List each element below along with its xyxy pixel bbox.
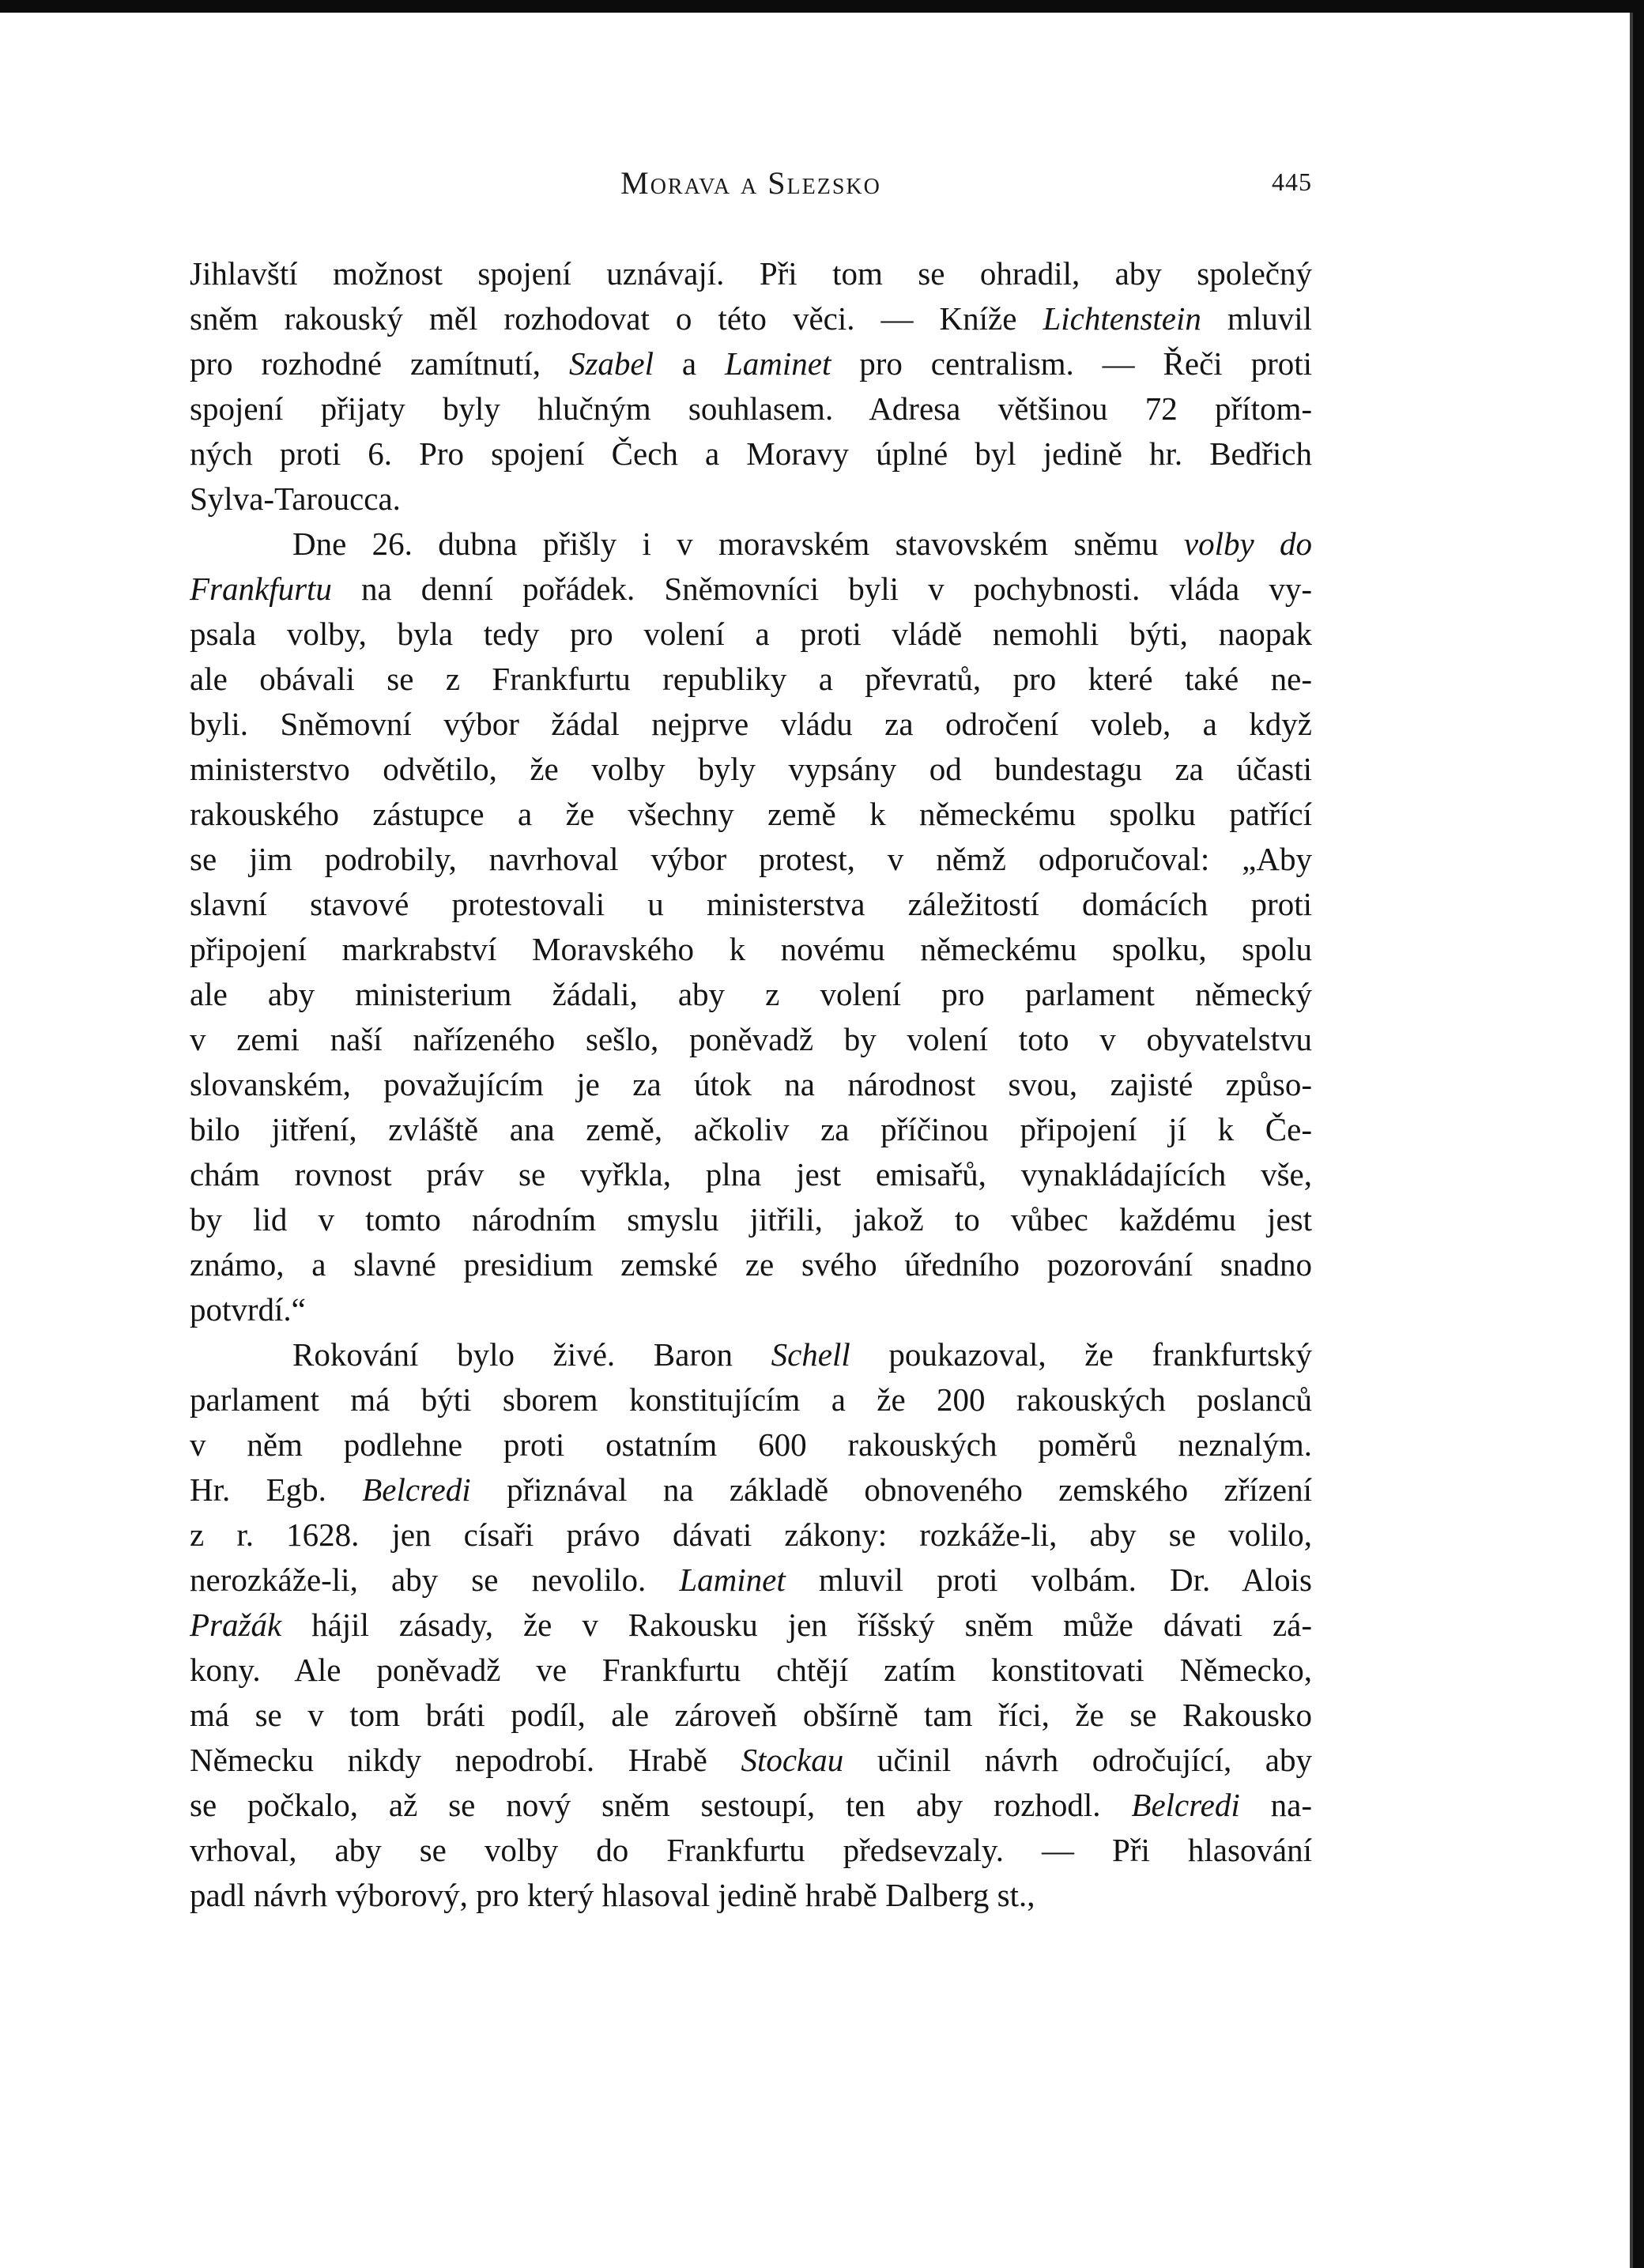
text-line <box>190 1603 1312 1648</box>
text-line <box>190 386 1312 431</box>
text-line <box>190 296 1312 341</box>
text-line <box>190 657 1312 702</box>
text-run: spojení přijaty byly hlučným souhlasem. Adresa většinou 72 přítom- <box>190 390 1312 427</box>
text-line <box>190 1107 1312 1152</box>
italic-name: Lichtenstein <box>1043 300 1201 337</box>
text-run: přiznával na základě obnoveného zemského zřízení <box>470 1471 1312 1508</box>
scan-top-border <box>0 0 1644 13</box>
text-run: potvrdí.“ <box>190 1291 306 1328</box>
text-run: Rokování bylo živé. Baron <box>292 1336 771 1373</box>
text-run: bilo jitření, zvláště ana země, ačkoliv za příčinou připojení jí k Če- <box>190 1111 1312 1147</box>
text-line <box>190 837 1312 882</box>
text-run: se jim podrobily, navrhoval výbor protest, v němž odporučoval: „Aby <box>190 841 1312 877</box>
text-run: se počkalo, až se nový sněm sestoupí, ten aby rozhodl. <box>190 1787 1132 1823</box>
text-run: na denní pořádek. Sněmovníci byli v pochybnosti. vláda vy- <box>331 571 1312 607</box>
text-line <box>190 1017 1312 1062</box>
text-line <box>190 882 1312 927</box>
italic-name: Belcredi <box>1131 1787 1240 1823</box>
text-line <box>190 1783 1312 1828</box>
text-run: ných proti 6. Pro spojení Čech a Moravy úplné byl jedině hr. Bedřich <box>190 435 1312 472</box>
text-line <box>190 702 1312 747</box>
text-run: byli. Sněmovní výbor žádal nejprve vládu za odročení voleb, a když <box>190 706 1312 742</box>
text-run: pro centralism. — Řeči proti <box>831 345 1313 382</box>
text-run: z r. 1628. jen císaři právo dávati zákony: rozkáže-li, aby se volilo, <box>190 1516 1312 1553</box>
paragraph <box>190 522 1312 1332</box>
text-run: v něm podlehne proti ostatním 600 rakouských poměrů neznalým. <box>190 1426 1312 1463</box>
text-line <box>190 927 1312 972</box>
text-line <box>190 1197 1312 1242</box>
text-line <box>190 251 1312 296</box>
text-line <box>190 1062 1312 1107</box>
text-run: mluvil <box>1201 300 1312 337</box>
text-line <box>190 612 1312 657</box>
running-title: Morava a Slezsko <box>620 165 881 201</box>
text-line <box>190 1332 1312 1377</box>
text-line <box>190 477 1312 522</box>
text-line <box>190 567 1312 612</box>
text-line <box>190 792 1312 837</box>
text-run: by lid v tomto národním smyslu jitřili, jakož to vůbec každému jest <box>190 1201 1312 1238</box>
text-run: pro rozhodné zamítnutí, <box>190 345 569 382</box>
text-run: slovanském, považujícím je za útok na národnost svou, zajisté způso- <box>190 1066 1312 1102</box>
text-run: vrhoval, aby se volby do Frankfurtu předsevzaly. — Při hlasování <box>190 1832 1312 1868</box>
text-run: sněm rakouský měl rozhodovat o této věci. — Kníže <box>190 300 1043 337</box>
text-run: v zemi naší nařízeného sešlo, poněvadž by volení toto v obyvatelstvu <box>190 1021 1312 1057</box>
text-line <box>190 1422 1312 1467</box>
text-run: parlament má býti sborem konstitujícím a že 200 rakouských poslanců <box>190 1381 1312 1418</box>
text-line <box>190 1467 1312 1513</box>
body-text <box>190 251 1312 1918</box>
italic-name: volby do <box>1183 526 1312 562</box>
text-run: Dne 26. dubna přišly i v moravském stavovském sněmu <box>292 526 1184 562</box>
text-line <box>190 1242 1312 1287</box>
italic-name: Frankfurtu <box>190 571 332 607</box>
paragraph <box>190 251 1312 522</box>
text-line <box>190 522 1312 567</box>
text-run: rakouského zástupce a že všechny země k německému spolku patřící <box>190 796 1312 832</box>
text-line <box>190 1152 1312 1197</box>
text-run: kony. Ale poněvadž ve Frankfurtu chtějí zatím konstitovati Německo, <box>190 1652 1312 1688</box>
italic-name: Laminet <box>724 345 831 382</box>
text-run: mluvil proti volbám. Dr. Alois <box>785 1562 1312 1598</box>
text-run: ale obávali se z Frankfurtu republiky a převratů, pro které také ne- <box>190 661 1312 697</box>
italic-name: Stockau <box>741 1742 844 1778</box>
text-run: Jihlavští možnost spojení uznávají. Při tom se ohradil, aby společný <box>190 255 1312 292</box>
text-line <box>190 1648 1312 1693</box>
text-line <box>190 1287 1312 1332</box>
text-run: má se v tom bráti podíl, ale zároveň obšírně tam říci, že se Rakousko <box>190 1697 1312 1733</box>
text-line <box>190 1738 1312 1783</box>
text-run: připojení markrabství Moravského k novému německému spolku, spolu <box>190 931 1312 967</box>
text-run: chám rovnost práv se vyřkla, plna jest emisařů, vynakládajících vše, <box>190 1156 1312 1192</box>
running-header <box>190 164 1312 212</box>
text-run: Hr. Egb. <box>190 1471 363 1508</box>
text-run: učinil návrh odročující, aby <box>843 1742 1312 1778</box>
text-line <box>190 431 1312 477</box>
text-run: padl návrh výborový, pro který hlasoval jedině hrabě Dalberg st., <box>190 1877 1035 1913</box>
text-run: ale aby ministerium žádali, aby z volení pro parlament německý <box>190 976 1312 1012</box>
italic-name: Pražák <box>190 1607 282 1643</box>
text-run: na- <box>1239 1787 1313 1823</box>
text-line <box>190 1873 1312 1918</box>
text-line <box>190 1377 1312 1422</box>
italic-name: Szabel <box>568 345 654 382</box>
text-line <box>190 972 1312 1017</box>
text-run: a <box>654 345 725 382</box>
text-run: slavní stavové protestovali u ministerstva záležitostí domácích proti <box>190 886 1312 922</box>
text-line <box>190 1558 1312 1603</box>
italic-name: Belcredi <box>362 1471 471 1508</box>
text-line <box>190 747 1312 792</box>
scan-right-border <box>1633 0 1644 2268</box>
text-line <box>190 1513 1312 1558</box>
text-run: nerozkáže-li, aby se nevolilo. <box>190 1562 680 1598</box>
paragraph <box>190 1332 1312 1918</box>
text-run: psala volby, byla tedy pro volení a proti vládě nemohli býti, naopak <box>190 616 1312 652</box>
italic-name: Schell <box>771 1336 850 1373</box>
text-line <box>190 1693 1312 1738</box>
italic-name: Laminet <box>679 1562 786 1598</box>
text-line <box>190 341 1312 386</box>
text-line <box>190 1828 1312 1873</box>
text-run: poukazoval, že frankfurtský <box>850 1336 1312 1373</box>
text-run: ministerstvo odvětilo, že volby byly vypsány od bundestagu za účasti <box>190 751 1312 787</box>
text-run: Německu nikdy nepodrobí. Hrabě <box>190 1742 741 1778</box>
text-run: známo, a slavné presidium zemské ze svého úředního pozorování snadno <box>190 1246 1312 1283</box>
text-run: Sylva-Taroucca. <box>190 480 401 517</box>
text-run: hájil zásady, že v Rakousku jen říšský sněm může dávati zá- <box>281 1607 1312 1643</box>
page-number: 445 <box>1272 168 1312 196</box>
